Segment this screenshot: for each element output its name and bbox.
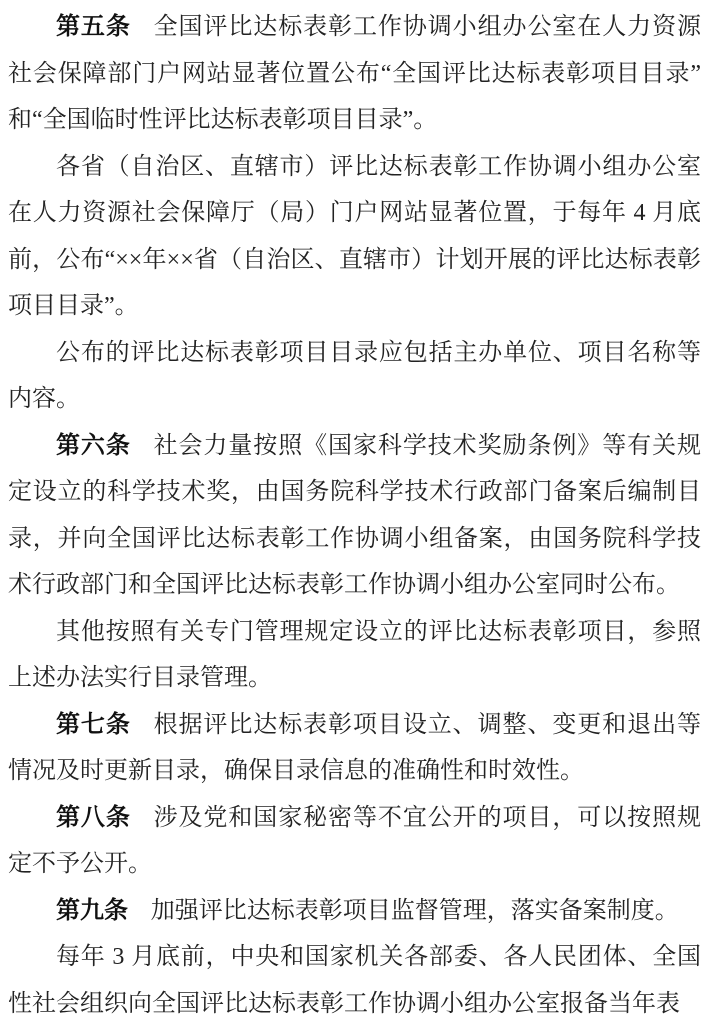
article-number: 第六条 <box>56 432 131 459</box>
paragraph-text: 各省（自治区、直辖市）评比达标表彰工作协调小组办公室在人力资源社会保障厅（局）门户网站显著位置，于每年 4 月底前，公布“××年××省（自治区、直辖市）计划开展的评比达标表彰项目目录”。 <box>8 153 701 319</box>
paragraph-text: 每年 3 月底前，中央和国家机关各部委、各人民团体、全国性社会组织向全国评比达标表彰工作协调小组办公室报备当年表 <box>8 944 701 1017</box>
paragraph <box>8 702 701 795</box>
paragraph <box>8 609 701 702</box>
article-number: 第七条 <box>56 711 131 738</box>
paragraph <box>8 795 701 888</box>
paragraph-text: 其他按照有关专门管理规定设立的评比达标表彰项目，参照上述办法实行目录管理。 <box>8 618 701 691</box>
paragraph-text: 全国评比达标表彰工作协调小组办公室在人力资源社会保障部门户网站显著位置公布“全国评比达标表彰项目目录”和“全国临时性评比达标表彰项目目录”。 <box>8 14 702 133</box>
paragraph-text: 社会力量按照《国家科学技术奖励条例》等有关规定设立的科学技术奖，由国务院科学技术行政部门备案后编制目录，并向全国评比达标表彰工作协调小组备案，由国务院科学技术行政部门和全国评比达标表彰工作协调小组办公室同时公布。 <box>8 432 702 598</box>
paragraph <box>8 144 701 330</box>
paragraph <box>8 4 701 144</box>
article-number: 第八条 <box>56 804 131 831</box>
paragraph <box>8 934 701 1027</box>
article-number: 第五条 <box>56 14 131 40</box>
paragraph <box>8 423 701 609</box>
paragraph <box>8 888 701 935</box>
paragraph-text: 加强评比达标表彰项目监督管理，落实备案制度。 <box>150 897 679 924</box>
paragraph <box>8 330 701 423</box>
paragraph-text: 公布的评比达标表彰项目目录应包括主办单位、项目名称等内容。 <box>8 339 701 412</box>
document-body <box>8 4 701 1027</box>
paragraph-text: 根据评比达标表彰项目设立、调整、变更和退出等情况及时更新目录，确保目录信息的准确性和时效性。 <box>8 711 702 784</box>
paragraph-text: 涉及党和国家秘密等不宜公开的项目，可以按照规定不予公开。 <box>8 804 702 877</box>
article-number: 第九条 <box>56 897 128 924</box>
